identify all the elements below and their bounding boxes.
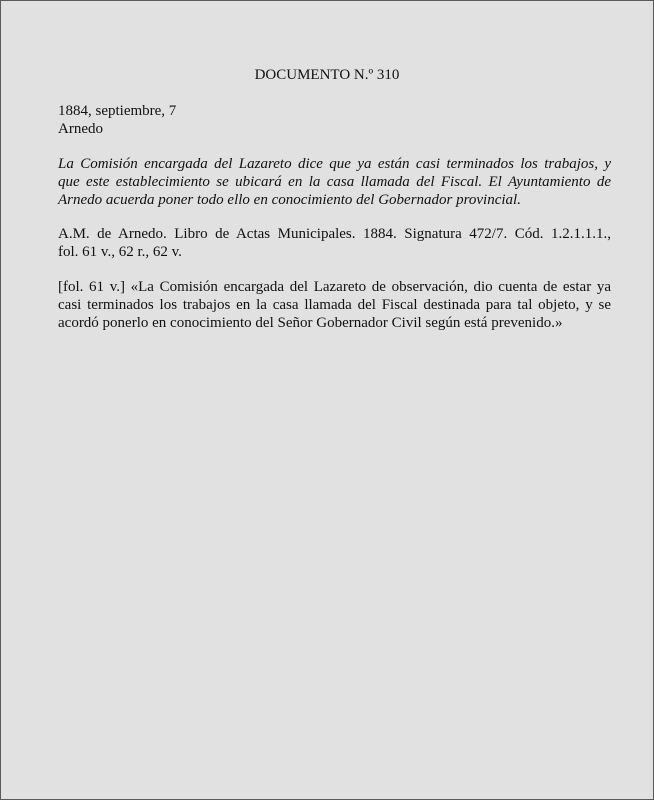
source-line: fol. 61 v., 62 r., 62 v. [58, 244, 182, 260]
summary-line: que este establecimiento se ubicará en la casa llamada del Fiscal. El Ayuntamiento de [58, 174, 611, 190]
date-line: 1884, septiembre, 7 [58, 103, 177, 119]
date-place-block [58, 102, 611, 138]
source-line: A.M. de Arnedo. Libro de Actas Municipales. 1884. Signatura 472/7. Cód. 1.2.1.1.1., [58, 226, 611, 242]
source-citation [58, 225, 611, 261]
summary-line: La Comisión encargada del Lazareto dice que ya están casi terminados los trabajos, y [58, 156, 611, 172]
transcription-line: [fol. 61 v.] «La Comisión encargada del Lazareto de observación, dio cuenta de estar ya [58, 279, 611, 295]
document-title: DOCUMENTO N.º 310 [254, 67, 400, 83]
transcription-paragraph [58, 278, 611, 332]
place-line: Arnedo [58, 121, 103, 137]
transcription-line: acordó ponerlo en conocimiento del Señor Gobernador Civil según está prevenido.» [58, 315, 563, 331]
summary-line: Arnedo acuerda poner todo ello en conocimiento del Gobernador provincial. [58, 192, 521, 208]
transcription-line: casi terminados los trabajos en la casa llamada del Fiscal destinada para tal objeto, y se [58, 297, 611, 313]
summary-paragraph [58, 155, 611, 209]
